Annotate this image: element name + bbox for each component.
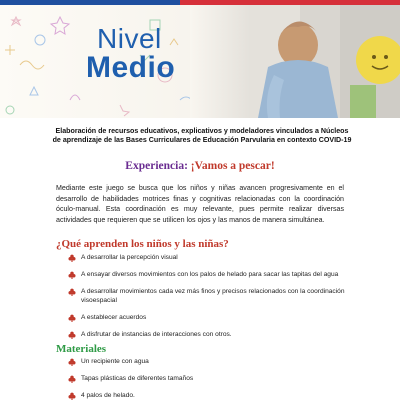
document-title: Elaboración de recursos educativos, explicativos y modeladores vinculados a Núcleos de aprendizaje de las Bases Curriculares de Educación Parvularia en contexto COVID-19 (52, 127, 352, 145)
learn-heading: ¿Qué aprenden los niños y las niñas? (56, 238, 229, 250)
club-icon (68, 392, 76, 400)
level-title-medio: Medio (86, 51, 176, 84)
list-item (68, 288, 358, 305)
club-icon (68, 271, 76, 279)
list-item-text: A disfrutar de instancias de interacciones con otros. (81, 330, 232, 338)
experience-label: Experiencia: (125, 160, 188, 172)
list-item-text: A desarrollar la percepción visual (81, 254, 178, 261)
club-icon (68, 358, 76, 366)
header-banner (0, 5, 400, 118)
list-item-text: Tapas plásticas de diferentes tamaños (81, 374, 194, 382)
materials-list (68, 358, 358, 409)
experience-heading (0, 160, 400, 172)
experience-value: ¡Vamos a pescar! (190, 160, 275, 172)
learn-list (68, 254, 358, 348)
club-icon (68, 288, 76, 296)
club-icon (68, 331, 76, 339)
list-item (68, 331, 358, 340)
list-item (68, 314, 358, 323)
list-item-text: 4 palos de helado. (81, 391, 135, 399)
list-item-text: A desarrollar movimientos cada vez más finos y precisos relacionados con la coordinación visoespacial (81, 287, 345, 304)
list-item (68, 392, 358, 401)
list-item-text: A establecer acuerdos (81, 313, 147, 321)
photo-fade (190, 5, 250, 118)
club-icon (68, 314, 76, 322)
club-icon (68, 375, 76, 383)
list-item (68, 254, 358, 263)
list-item (68, 358, 358, 367)
level-title-nivel: Nivel (97, 23, 162, 54)
list-item (68, 271, 358, 280)
list-item-text: A ensayar diversos movimientos con los palos de helado para sacar las tapitas del agua (81, 270, 339, 278)
list-item-text: Un recipiente con agua (81, 358, 149, 365)
club-icon (68, 254, 76, 262)
materials-heading: Materiales (56, 343, 107, 355)
list-item (68, 375, 358, 384)
experience-description: Mediante este juego se busca que los niños y niñas avancen progresivamente en el desarrollo de habilidades motrices finas y cognitivas relacionadas con la coordinación óculo-manual. Esta coordinación es muy relevante, pues permite realizar diversas actividades que requieren que se utilicen los ojos y las manos de manera simultánea. (56, 184, 344, 224)
